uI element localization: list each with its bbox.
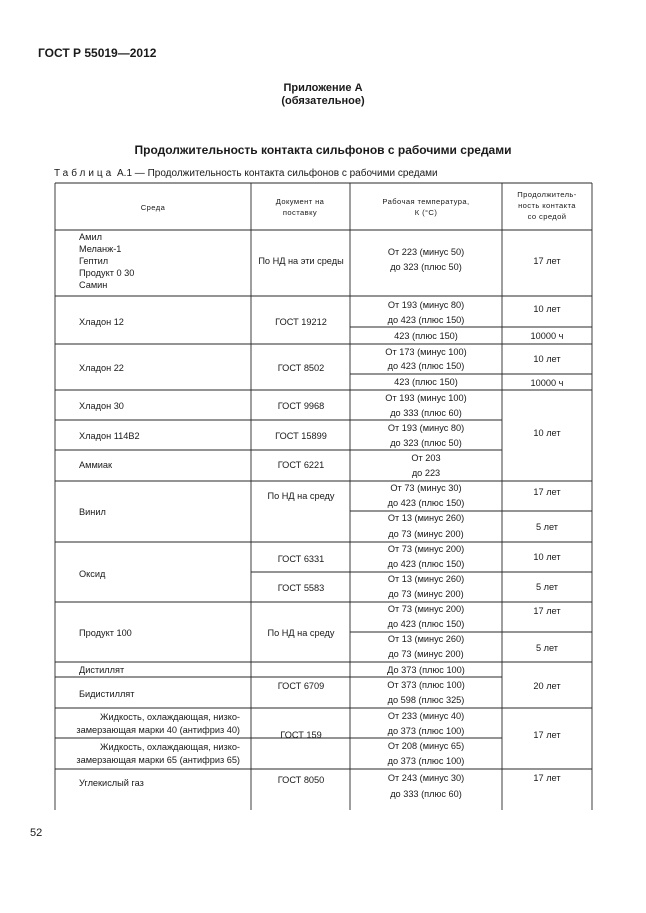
doc-cell: По НД на среду: [267, 628, 335, 638]
duration-cell: 17 лет: [533, 730, 561, 740]
temp-cell: От 373 (плюс 100): [387, 680, 465, 690]
header-duration: со средой: [527, 212, 567, 221]
medium-cell: замерзающая марки 65 (антифриз 65): [76, 755, 240, 765]
medium-cell: Винил: [79, 507, 106, 517]
temp-cell: От 208 (минус 65): [387, 741, 465, 751]
caption-text: А.1 — Продолжительность контакта сильфонов с рабочими средами: [114, 168, 438, 179]
medium-cell: Бидистиллят: [79, 689, 135, 699]
temp-cell: до 333 (плюс 60): [390, 789, 462, 799]
doc-cell: ГОСТ 6221: [277, 460, 325, 470]
temp-cell: От 13 (минус 260): [387, 634, 465, 644]
doc-cell: ГОСТ 8050: [277, 775, 325, 785]
temp-cell: до 423 (плюс 150): [387, 619, 465, 629]
duration-cell: 10 лет: [533, 304, 561, 314]
doc-cell: ГОСТ 6709: [277, 681, 325, 691]
doc-cell: ГОСТ 5583: [277, 583, 325, 593]
medium-cell: Хладон 22: [79, 363, 124, 373]
temp-cell: 423 (плюс 150): [394, 331, 458, 341]
medium-cell: Хладон 114В2: [79, 431, 140, 441]
duration-cell: 10 лет: [533, 354, 561, 364]
temp-cell: до 323 (плюс 50): [390, 438, 462, 448]
temp-cell: до 223: [411, 468, 441, 478]
header-temp: К (°С): [414, 208, 438, 217]
temp-cell: От 243 (минус 30): [387, 773, 465, 783]
header-medium: Среда: [140, 203, 166, 212]
section-title: Продолжительность контакта сильфонов с рабочими средами: [134, 143, 512, 157]
temp-cell: до 373 (плюс 100): [387, 726, 465, 736]
temp-cell: От 173 (минус 100): [385, 347, 467, 357]
medium-cell: Углекислый газ: [79, 778, 144, 788]
duration-cell: 17 лет: [533, 487, 561, 497]
temp-cell: От 73 (минус 200): [387, 604, 465, 614]
temp-cell: до 598 (плюс 325): [387, 695, 465, 705]
doc-cell: По НД на эти среды: [258, 256, 344, 266]
temp-cell: 423 (плюс 150): [394, 377, 458, 387]
temp-cell: до 73 (минус 200): [388, 529, 464, 539]
duration-cell: 5 лет: [535, 582, 559, 592]
medium-cell: Жидкость, охлаждающая, низко-: [100, 742, 240, 752]
medium-cell: Оксид: [79, 569, 106, 579]
temp-cell: до 423 (плюс 150): [387, 361, 465, 371]
duration-cell: 10 лет: [533, 428, 561, 438]
temp-cell: От 193 (минус 80): [387, 423, 465, 433]
caption-prefix: Таблица: [54, 168, 115, 179]
medium-cell: Хладон 12: [79, 317, 124, 327]
duration-cell: 20 лет: [533, 681, 561, 691]
duration-cell: 5 лет: [535, 643, 559, 653]
duration-cell: 5 лет: [535, 522, 559, 532]
doc-cell: ГОСТ 9968: [277, 401, 325, 411]
temp-cell: до 423 (плюс 150): [387, 315, 465, 325]
temp-cell: до 73 (минус 200): [388, 589, 464, 599]
doc-cell: ГОСТ 15899: [275, 431, 327, 441]
header-duration: Продолжитель-: [517, 190, 577, 199]
duration-cell: 17 лет: [533, 773, 561, 783]
medium-cell: Аммиак: [79, 460, 113, 470]
temp-cell: От 223 (минус 50): [387, 247, 465, 257]
medium-cell: Дистиллят: [79, 665, 125, 675]
doc-cell: ГОСТ 159: [280, 730, 322, 740]
medium-cell: Продукт 0 30: [79, 268, 135, 278]
temp-cell: до 73 (минус 200): [388, 649, 464, 659]
medium-cell: замерзающая марки 40 (антифриз 40): [76, 725, 240, 735]
page-number: 52: [30, 827, 43, 839]
medium-cell: Жидкость, охлаждающая, низко-: [100, 712, 240, 722]
temp-cell: до 323 (плюс 50): [390, 262, 462, 272]
duration-cell: 17 лет: [533, 256, 561, 266]
header-duration: ность контакта: [518, 201, 576, 210]
header-temp: Рабочая температура,: [382, 197, 470, 206]
doc-cell: По НД на среду: [267, 491, 335, 501]
medium-cell: Хладон 30: [79, 401, 124, 411]
temp-cell: От 73 (минус 200): [387, 544, 465, 554]
header-doc: поставку: [282, 208, 318, 217]
temp-cell: От 193 (минус 80): [387, 300, 465, 310]
medium-cell: Гептил: [79, 256, 109, 266]
temp-cell: до 423 (плюс 150): [387, 498, 465, 508]
temp-cell: До 373 (плюс 100): [387, 665, 465, 675]
temp-cell: до 333 (плюс 60): [390, 408, 462, 418]
temp-cell: От 233 (минус 40): [387, 711, 465, 721]
medium-cell: Самин: [79, 280, 108, 290]
temp-cell: От 203: [411, 453, 441, 463]
document-header: ГОСТ Р 55019—2012: [38, 46, 157, 60]
header-doc: Документ на: [275, 197, 325, 206]
appendix-title: Приложение А: [283, 82, 363, 94]
duration-cell: 10 лет: [533, 552, 561, 562]
medium-cell: Меланж-1: [79, 244, 122, 254]
doc-cell: ГОСТ 19212: [275, 317, 327, 327]
temp-cell: От 73 (минус 30): [390, 483, 462, 493]
temp-cell: От 193 (минус 100): [385, 393, 467, 403]
medium-cell: Амил: [79, 232, 102, 242]
temp-cell: до 423 (плюс 150): [387, 559, 465, 569]
duration-cell: 17 лет: [533, 606, 561, 616]
doc-cell: ГОСТ 8502: [277, 363, 325, 373]
medium-cell: Продукт 100: [79, 628, 132, 638]
temp-cell: до 373 (плюс 100): [387, 756, 465, 766]
duration-cell: 10000 ч: [530, 378, 564, 388]
temp-cell: От 13 (минус 260): [387, 513, 465, 523]
appendix-note: (обязательное): [281, 95, 365, 107]
duration-cell: 10000 ч: [530, 331, 564, 341]
temp-cell: От 13 (минус 260): [387, 574, 465, 584]
doc-cell: ГОСТ 6331: [277, 554, 325, 564]
